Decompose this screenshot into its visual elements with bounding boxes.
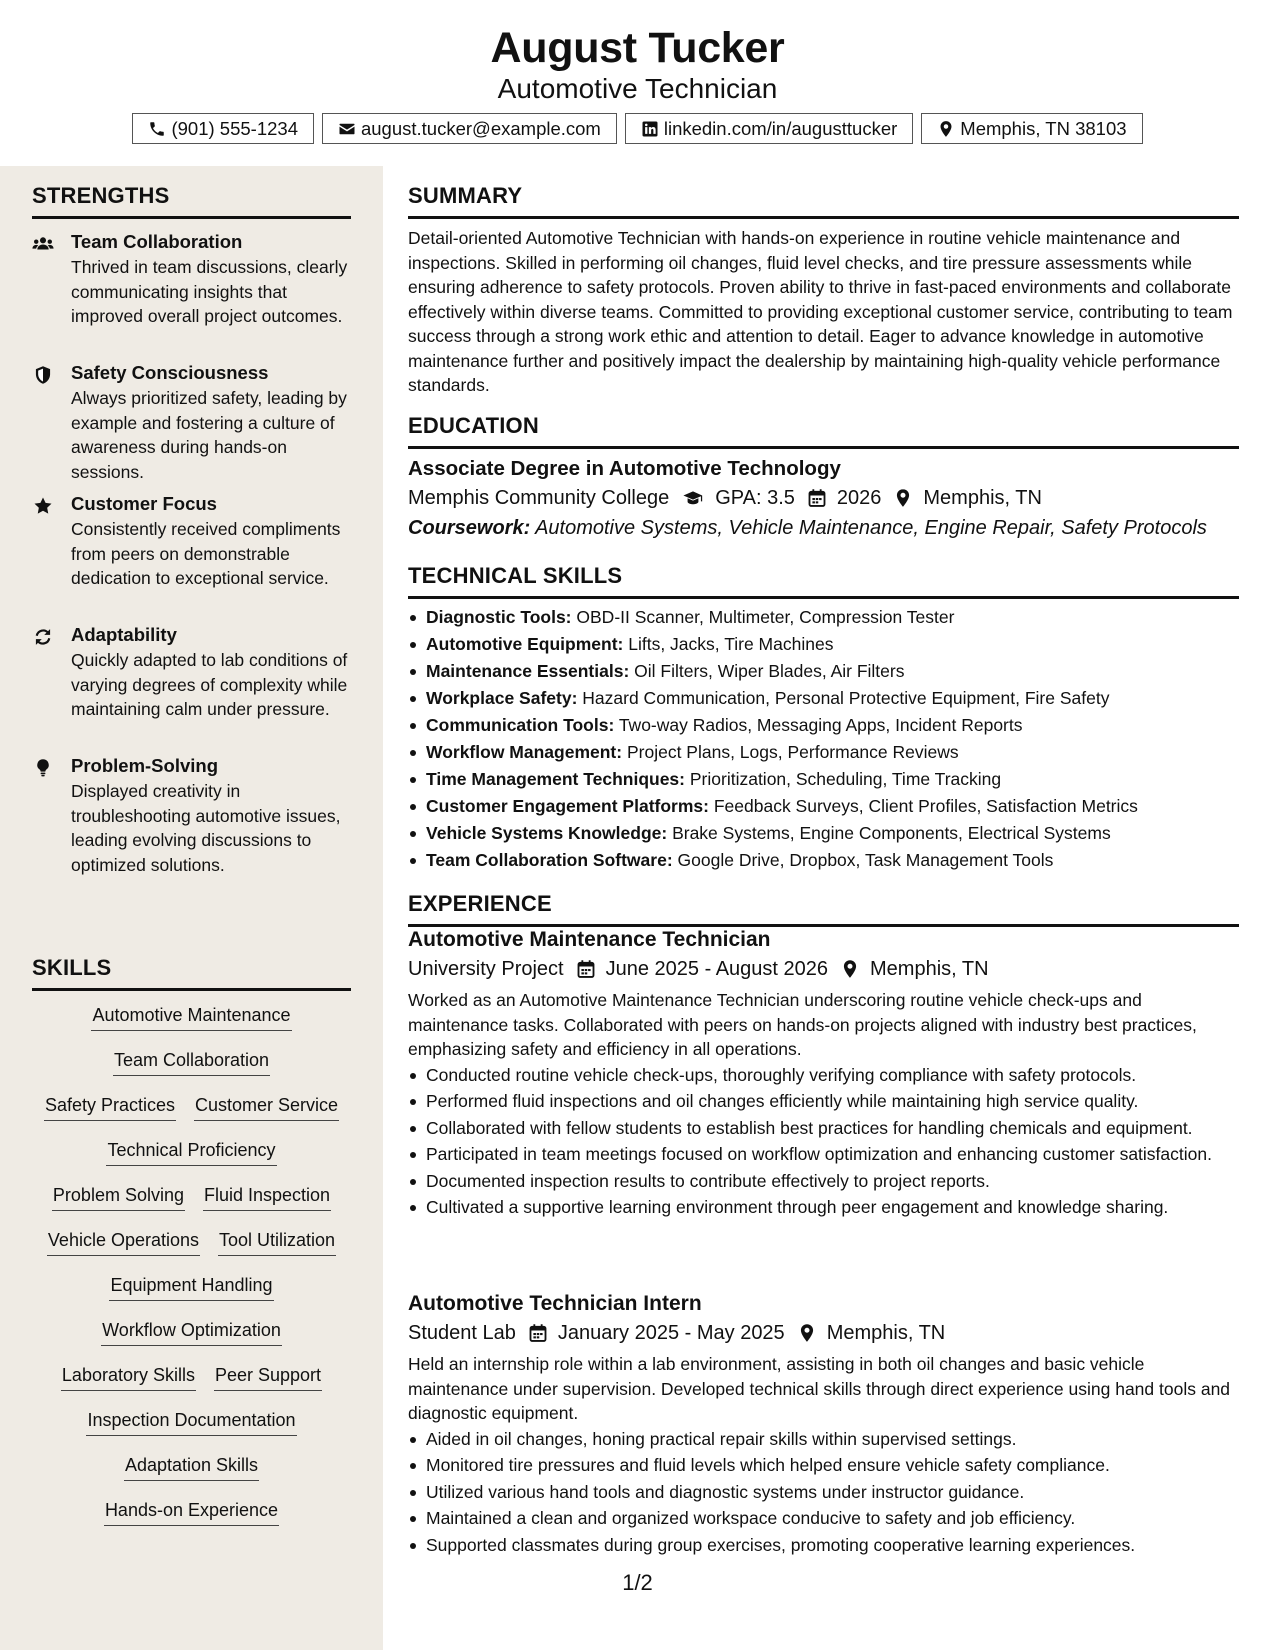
tech-skill-label: Vehicle Systems Knowledge: (426, 823, 668, 843)
contact-linkedin[interactable] (625, 113, 913, 144)
skill-row (32, 1092, 351, 1121)
map-marker-icon (937, 120, 955, 138)
skill-tag: Workflow Optimization (101, 1317, 282, 1346)
strengths-section (32, 182, 351, 219)
tech-skill-value: OBD-II Scanner, Multimeter, Compression Tester (576, 607, 955, 627)
job-bullet: Performed fluid inspections and oil changes efficiently while maintaining high service quality. (408, 1089, 1239, 1114)
tech-skill-item (408, 739, 1239, 766)
coursework-text: Automotive Systems, Vehicle Maintenance, Engine Repair, Safety Protocols (535, 517, 1207, 539)
strengths-list (32, 230, 351, 910)
strength-title: Customer Focus (71, 493, 217, 514)
map-marker-icon (840, 959, 860, 979)
skills-list (32, 1002, 351, 1622)
job-entry (408, 1290, 1239, 1557)
job-bullet: Aided in oil changes, honing practical repair skills within supervised settings. (408, 1427, 1239, 1452)
job-bullet: Supported classmates during group exercises, promoting cooperative learning experiences. (408, 1533, 1239, 1558)
strength-title: Adaptability (71, 624, 177, 645)
skill-tag: Vehicle Operations (47, 1227, 200, 1256)
job-bullets (408, 1063, 1239, 1220)
education-meta (408, 483, 1239, 513)
job-location: Memphis, TN (870, 958, 989, 980)
job-bullet: Utilized various hand tools and diagnostic systems under instructor guidance. (408, 1480, 1239, 1505)
technical-skills-rule (408, 596, 1239, 599)
calendar-icon (528, 1323, 548, 1343)
contact-location-text: Memphis, TN 38103 (960, 117, 1127, 139)
skill-tag: Laboratory Skills (61, 1362, 196, 1391)
summary-heading: SUMMARY (408, 183, 523, 208)
tech-skill-value: Oil Filters, Wiper Blades, Air Filters (634, 661, 905, 681)
strength-title: Problem-Solving (71, 755, 218, 776)
tech-skill-item (408, 793, 1239, 820)
skill-row (32, 1047, 351, 1076)
tech-skill-label: Workflow Management: (426, 742, 623, 762)
skill-row (32, 1182, 351, 1211)
map-marker-icon (797, 1323, 817, 1343)
tech-skill-item (408, 631, 1239, 658)
tech-skill-label: Automotive Equipment: (426, 634, 624, 654)
job-dates: January 2025 - May 2025 (557, 1322, 785, 1344)
gpa-value: GPA: 3.5 (715, 487, 795, 509)
sync-icon (32, 627, 54, 647)
education-rule (408, 446, 1239, 449)
tech-skill-label: Customer Engagement Platforms: (426, 796, 709, 816)
strengths-rule (32, 216, 351, 219)
skill-tag: Equipment Handling (109, 1272, 273, 1301)
graduation-year: 2026 (836, 487, 882, 509)
map-marker-icon (893, 488, 913, 508)
sidebar (0, 166, 383, 1650)
job-org: Student Lab (408, 1322, 516, 1344)
skill-row (32, 1317, 351, 1346)
job-bullet: Documented inspection results to contribute effectively to project reports. (408, 1169, 1239, 1194)
candidate-title: Automotive Technician (497, 73, 778, 104)
skill-row (32, 1497, 351, 1526)
contact-location[interactable] (921, 113, 1142, 144)
job-org: University Project (408, 958, 564, 980)
skill-tag: Problem Solving (52, 1182, 185, 1211)
skill-tag: Safety Practices (44, 1092, 176, 1121)
tech-skill-label: Time Management Techniques: (426, 769, 685, 789)
skill-row (32, 1272, 351, 1301)
tech-skill-label: Communication Tools: (426, 715, 615, 735)
skill-row (32, 1227, 351, 1256)
calendar-icon (807, 488, 827, 508)
summary-section (408, 182, 1239, 398)
shield-icon (32, 365, 54, 385)
school-location: Memphis, TN (923, 487, 1042, 509)
contact-phone[interactable] (132, 113, 314, 144)
job-meta (408, 954, 1239, 984)
summary-text: Detail-oriented Automotive Technician with hands-on experience in routine vehicle maintenance and inspections. Skilled in performing oil changes, fluid level checks, and tire pressure assessments while ensuring adherence to safety protocols. Proven ability to thrive in fast-paced environments and collaborate effectively within diverse teams. Committed to providing exceptional customer service, contributing to team success through a strong work ethic and attention to detail. Eager to advance knowledge in automotive maintenance further and positively impact the dealership by maintaining high-quality vehicle performance standards. (408, 228, 1233, 395)
star-icon (32, 496, 54, 516)
tech-skill-item (408, 712, 1239, 739)
school-name: Memphis Community College (408, 487, 670, 509)
graduation-cap-icon (681, 488, 705, 508)
tech-skill-value: Lifts, Jacks, Tire Machines (628, 634, 834, 654)
skills-heading: SKILLS (32, 955, 112, 980)
tech-skill-value: Prioritization, Scheduling, Time Tracking (689, 769, 1002, 789)
strength-desc: Quickly adapted to lab conditions of varying degrees of complexity while maintaining calm under pressure. (71, 650, 348, 719)
skill-tag: Peer Support (214, 1362, 322, 1391)
tech-skill-item (408, 604, 1239, 631)
skills-rule (32, 988, 351, 991)
tech-skill-item (408, 685, 1239, 712)
contact-email-text: august.tucker@example.com (360, 117, 601, 139)
tech-skill-value: Two-way Radios, Messaging Apps, Incident Reports (618, 715, 1023, 735)
tech-skill-value: Hazard Communication, Personal Protective Equipment, Fire Safety (582, 688, 1110, 708)
tech-skill-value: Project Plans, Logs, Performance Reviews (626, 742, 959, 762)
tech-skill-item (408, 820, 1239, 847)
job-title: Automotive Maintenance Technician (408, 928, 771, 951)
job-location: Memphis, TN (826, 1322, 946, 1344)
skill-row (32, 1452, 351, 1481)
skill-tag: Adaptation Skills (124, 1452, 259, 1481)
tech-skill-value: Google Drive, Dropbox, Task Management Tools (677, 850, 1054, 870)
technical-skills-section (408, 562, 1239, 874)
skill-tag: Technical Proficiency (106, 1137, 276, 1166)
job-bullet: Maintained a clean and organized workspace conducive to safety and job efficiency. (408, 1506, 1239, 1531)
job-entry (408, 926, 1239, 1220)
tech-skill-label: Workplace Safety: (426, 688, 578, 708)
phone-icon (148, 120, 166, 138)
tech-skill-label: Maintenance Essentials: (426, 661, 630, 681)
tech-skill-label: Team Collaboration Software: (426, 850, 673, 870)
education-heading: EDUCATION (408, 413, 539, 438)
contact-bar (0, 113, 1275, 144)
job-dates: June 2025 - August 2026 (605, 958, 829, 980)
job-bullet: Monitored tire pressures and fluid levels which helped ensure vehicle safety compliance. (408, 1453, 1239, 1478)
experience-heading: EXPERIENCE (408, 891, 552, 916)
skill-row (32, 1362, 351, 1391)
skill-tag: Team Collaboration (113, 1047, 270, 1076)
skill-tag: Inspection Documentation (86, 1407, 296, 1436)
contact-linkedin-text: linkedin.com/in/augusttucker (663, 117, 898, 139)
tech-skill-item (408, 766, 1239, 793)
coursework-line (408, 513, 1239, 543)
tech-skill-label: Diagnostic Tools: (426, 607, 572, 627)
skill-tag: Tool Utilization (218, 1227, 336, 1256)
skills-section (32, 954, 351, 991)
tech-skill-item (408, 847, 1239, 874)
job-description: Worked as an Automotive Maintenance Technician underscoring routine vehicle check-ups and maintenance tasks. Collaborated with peers on hands-on projects aligned with industry best practices, emphasizing safety and efficiency in all operations. (408, 990, 1197, 1059)
strength-title: Safety Consciousness (71, 362, 269, 383)
technical-skills-heading: TECHNICAL SKILLS (408, 563, 623, 588)
tech-skill-value: Brake Systems, Engine Components, Electrical Systems (672, 823, 1111, 843)
skill-row (32, 1137, 351, 1166)
contact-phone-text: (901) 555-1234 (171, 117, 298, 139)
job-bullet: Collaborated with fellow students to establish best practices for handling chemicals and equipment. (408, 1116, 1239, 1141)
skill-tag: Customer Service (194, 1092, 339, 1121)
degree-title: Associate Degree in Automotive Technology (408, 457, 841, 480)
job-bullets (408, 1427, 1239, 1558)
education-section (408, 412, 1239, 543)
linkedin-icon (641, 120, 659, 138)
page-number: 1/2 (622, 1570, 653, 1595)
experience-section (408, 890, 1239, 927)
job-meta (408, 1318, 1239, 1348)
job-title: Automotive Technician Intern (408, 1292, 702, 1315)
technical-skills-list (408, 604, 1239, 874)
tech-skill-value: Feedback Surveys, Client Profiles, Satisfaction Metrics (713, 796, 1138, 816)
summary-rule (408, 216, 1239, 219)
candidate-name: August Tucker (490, 24, 785, 72)
lightbulb-icon (32, 758, 54, 778)
skill-row (32, 1002, 351, 1031)
strengths-heading: STRENGTHS (32, 183, 170, 208)
strength-desc: Thrived in team discussions, clearly communicating insights that improved overall project outcomes. (71, 257, 348, 326)
skill-tag: Automotive Maintenance (91, 1002, 291, 1031)
skill-tag: Fluid Inspection (203, 1182, 331, 1211)
envelope-icon (338, 120, 356, 138)
skill-row (32, 1407, 351, 1436)
strength-desc: Consistently received compliments from peers on demonstrable dedication to exceptional service. (71, 519, 341, 588)
strength-title: Team Collaboration (71, 231, 243, 252)
job-bullet: Conducted routine vehicle check-ups, thoroughly verifying compliance with safety protocols. (408, 1063, 1239, 1088)
tech-skill-item (408, 658, 1239, 685)
coursework-label: Coursework: (408, 517, 531, 539)
job-bullet: Participated in team meetings focused on workflow optimization and enhancing customer satisfaction. (408, 1142, 1239, 1167)
job-bullet: Cultivated a supportive learning environment through peer engagement and knowledge sharing. (408, 1195, 1239, 1220)
strength-desc: Displayed creativity in troubleshooting automotive issues, leading evolving discussions to optimized solutions. (71, 781, 341, 875)
contact-email[interactable] (322, 113, 617, 144)
resume-header (0, 0, 1275, 166)
strength-desc: Always prioritized safety, leading by example and fostering a culture of awareness during hands-on sessions. (71, 388, 347, 482)
job-description: Held an internship role within a lab environment, assisting in both oil changes and basic vehicle maintenance under supervision. Developed technical skills through direct experience using hand tools and diagnostic equipment. (408, 1354, 1231, 1423)
calendar-icon (576, 959, 596, 979)
users-icon (32, 234, 54, 254)
skill-tag: Hands-on Experience (104, 1497, 279, 1526)
